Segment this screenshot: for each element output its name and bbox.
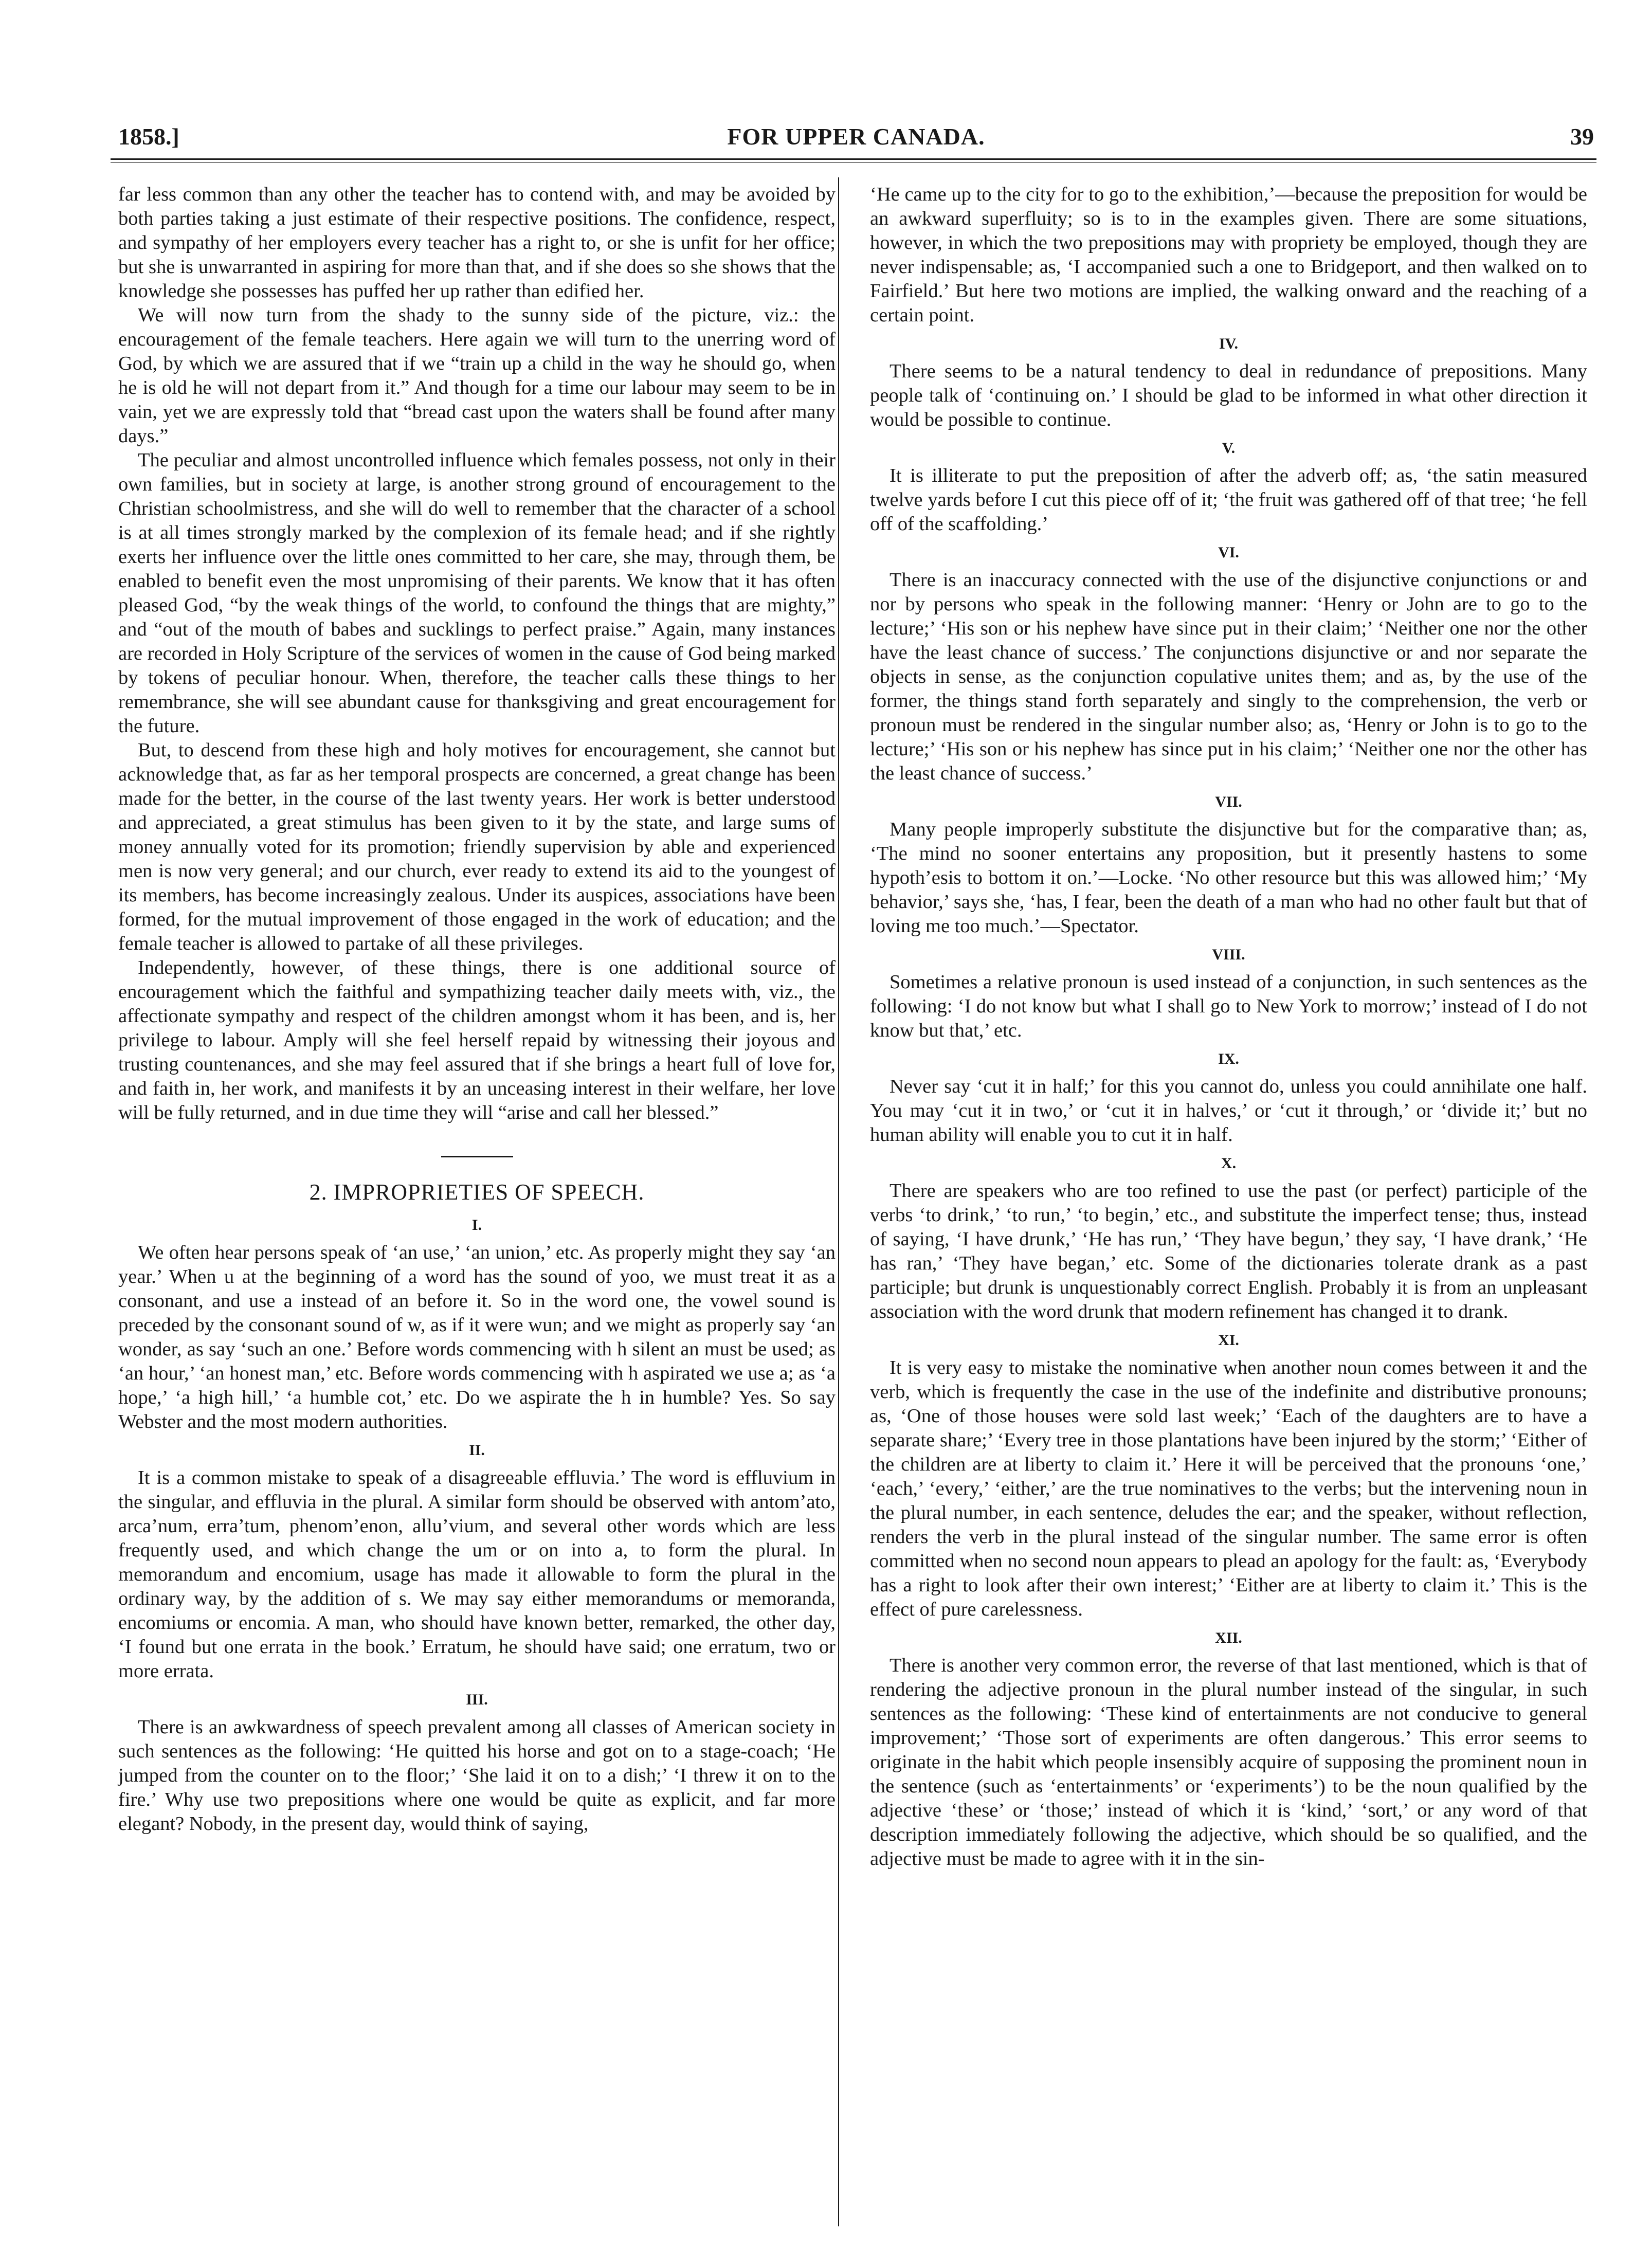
item-number: II. [469,1442,485,1459]
column-divider [838,177,839,2226]
item-text: Sometimes a relative pronoun is used instead of a conjunction, in such sentences as the following: ‘I do not know but what I shall go to New York to morrow;’ instead of I do not know but that,’ etc. [870,971,1587,1041]
section-heading: 2. IMPROPRIETIES OF SPEECH. [309,1180,645,1205]
left-column [118,183,836,1836]
item-number: V. [1222,440,1236,457]
item-number: VI. [1218,544,1239,561]
item-text: It is illiterate to put the preposition of after the adverb off; as, ‘the satin measured twelve yards before I cut this piece off of it; ‘the fruit was gathered off of that tree; ‘he fell off of the scaffolding.’ [870,465,1587,535]
item-text: There is an inaccuracy connected with the use of the disjunctive conjunctions or and nor by persons who speak in the following manner: ‘Henry or John are to go to the lecture;’ ‘His son or his nephew have since put in their claim;’ ‘Neither one nor the other have the least chance of success.’ The conjunctions disjunctive or and nor separate the objects in sense, as the conjunction copulative unites them; and as, by the use of the former, the things stand forth separately and singly to the comprehension, the verb or pronoun must be rendered in the singular number also; as, ‘Henry or John is to go to the lecture;’ ‘His son or his nephew has since put in his claim;’ ‘Neither one nor the other has the least chance of success.’ [870,569,1587,784]
paragraph: The peculiar and almost uncontrolled influence which females possess, not only in their own families, but in society at large, is another strong ground of encouragement to the Christian schoolmistress, and she will do well to remember that the character of a school is at all times strongly marked by the complexion of its female head; and if she rightly exerts her influence over the little ones committed to her care, she may, through them, be enabled to benefit even the most unpromising of their parents. We know that it has often pleased God, “by the weak things of the world, to confound the things that are mighty,” and “out of the mouth of babes and sucklings to perfect praise.” Again, many instances are recorded in Holy Scripture of the services of women in the cause of God being marked by tokens of peculiar honour. When, therefore, the teacher calls these things to her remembrance, she will see abundant cause for thanksgiving and great encouragement for the future. [118,449,836,737]
header-rule-thin [111,162,1596,163]
header-year: 1858.] [118,123,179,150]
paragraph: We will now turn from the shady to the sunny side of the picture, viz.: the encouragement of the female teachers. Here again we will turn to the unerring word of God, by which we are assured that if we “train up a child in the way he should go, when he is old he will not depart from it.” And though for a time our labour may seem to be in vain, yet we are expressly told that “bread cast upon the waters shall be found after many days.” [118,304,836,447]
item-number: III. [466,1691,488,1708]
running-header [118,116,1594,157]
item-number: I. [471,1217,482,1233]
item-text: Many people improperly substitute the disjunctive but for the comparative than; as, ‘The mind no sooner entertains any proposition, but it presently hastens to some hypoth’esis to bottom it on.’—Locke. ‘No other resource but this was allowed him;’ ‘My behavior,’ says she, ‘has, I fear, been the death of a man who had no other fault but that of loving me too much.’—Spectator. [870,819,1587,937]
item-text: There are speakers who are too refined to use the past (or perfect) participle of the verbs ‘to drink,’ ‘to run,’ ‘to begin,’ etc., and substitute the imperfect tense; thus, instead of saying, ‘I have drunk,’ ‘He has run,’ ‘They have begun,’ they say, ‘I have drank,’ ‘He has ran,’ ‘They have began,’ etc. Some of the dictionaries tolerate drank as a past participle; but drunk is unquestionably correct English. Probably it is from an unpleasant association with the word drunk that modern refinement has changed it to drank. [870,1180,1587,1322]
item-text: There is an awkwardness of speech prevalent among all classes of American society in such sentences as the following: ‘He quitted his horse and got on to a stage-coach; ‘He jumped from the counter on to the floor;’ ‘She laid it on to a dish;’ ‘I threw it on to the fire.’ Why use two prepositions where one would be quite as explicit, and far more elegant? Nobody, in the present day, would think of saying, [118,1716,836,1835]
item-text: We often hear persons speak of ‘an use,’ ‘an union,’ etc. As properly might they say ‘an year.’ When u at the beginning of a word has the sound of yoo, we must treat it as a consonant, and use a instead of an before it. So in the word one, the vowel sound is preceded by the consonant sound of w, as if it were wun; and we might as properly say ‘an wonder, as say ‘such an one.’ Before words commencing with h silent an must be used; as ‘an hour,’ ‘an honest man,’ etc. Before words commencing with h aspirated we use a; as ‘a hope,’ ‘a high hill,’ ‘a humble cot,’ etc. Do we aspirate the h in humble? Yes. So say Webster and the most modern authorities. [118,1242,836,1432]
item-text: Never say ‘cut it in half;’ for this you cannot do, unless you could annihilate one half. You may ‘cut it in two,’ or ‘cut it in halves,’ or ‘cut it through,’ or ‘divide it;’ but no human ability will enable you to cut it in half. [870,1076,1587,1146]
right-column [870,183,1587,1871]
item-text: There seems to be a natural tendency to deal in redundance of prepositions. Many people talk of ‘continuing on.’ I should be glad to be informed in what other direction it would be possible to continue. [870,360,1587,430]
item-number: VII. [1215,793,1242,810]
item-text: It is very easy to mistake the nominative when another noun comes between it and the verb, which is frequently the case in the use of the indefinite and distributive pronouns; as, ‘One of those houses were sold last week;’ ‘Each of the daughters are to have a separate share;’ ‘Every tree in those plantations have been injured by the storm;’ ‘Either of the children are at liberty to claim it.’ Here it will be perceived that the pronouns ‘one,’ ‘each,’ ‘every,’ ‘either,’ are the true nominatives to the verbs; but the intervening noun in the plural number, in each sentence, deludes the ear; and the speaker, without reflection, renders the verb in the plural instead of the singular number. The same error is often committed when no second noun appears to plead an apology for the fault: as, ‘Everybody has a right to look after their own interest;’ ‘Either are at liberty to claim it.’ This is the effect of pure carelessness. [870,1357,1587,1620]
header-title: FOR UPPER CANADA. [727,123,985,150]
item-number: IX. [1218,1050,1239,1067]
item-number: XI. [1218,1332,1239,1349]
paragraph: But, to descend from these high and holy motives for encouragement, she cannot but acknowledge that, as far as her temporal prospects are concerned, a great change has been made for the better, in the course of the last twenty years. Her work is better understood and appreciated, a great stimulus has been given to it by the state, and large sums of money annually voted for its promotion; friendly supervision by able and experienced men is now very general; and our church, ever ready to extend its aid to the youngest of its members, has become increasingly zealous. Under its auspices, associations have been formed, for the mutual improvement of those engaged in the work of education; and the female teacher is allowed to partake of all these privileges. [118,739,836,954]
paragraph: Independently, however, of these things, there is one additional source of encouragement which the faithful and sympathizing teacher daily meets with, viz., the affectionate sympathy and respect of the children amongst whom it has been, and is, her privilege to labour. Amply will she feel herself repaid by witnessing their joyous and trusting countenances, and she may feel assured that if she brings a heart full of love for, and faith in, her work, and manifests it by an unceasing interest in their welfare, her love will be fully returned, and in due time they will “arise and call her blessed.” [118,957,836,1123]
item-number: VIII. [1212,946,1245,963]
section-divider [441,1156,513,1157]
item-number: XII. [1215,1629,1242,1646]
item-text: It is a common mistake to speak of a disagreeable effluvia.’ The word is effluvium in the singular, and effluvia in the plural. A similar form should be observed with antom’ato, arca’num, erra’tum, phenom’enon, allu’vium, and several other words which are less frequently used, and which change the um or on into a, to form the plural. In memorandum and encomium, usage has made it allowable to form the plural in the ordinary way, by the addition of s. We may say either memorandums or memoranda, encomiums or encomia. A man, who should have known better, remarked, the other day, ‘I found but one errata in the book.’ Erratum, he should have said; one erratum, two or more errata. [118,1467,836,1682]
paragraph: far less common than any other the teacher has to contend with, and may be avoided by both parties taking a just estimate of their respective positions. The confidence, respect, and sympathy of her employers every teacher has a right to, or she is unfit for her office; but she is unwarranted in aspiring for more than that, and if she does so she shows that the knowledge she possesses has puffed her up rather than edified her. [118,184,836,302]
item-text: There is another very common error, the reverse of that last mentioned, which is that of rendering the adjective pronoun in the plural number instead of the singular, in such sentences as the following: ‘These kind of entertainments are not conducive to general improvement;’ ‘Those sort of experiments are often dangerous.’ This error seems to originate in the habit which people insensibly acquire of supposing the prominent noun in the sentence (such as ‘entertainments’ or ‘experiments’) to be the noun qualified by the adjective ‘these’ or ‘those;’ instead of which it is ‘kind,’ ‘sort,’ or any word of that description immediately following the adjective, which should be so qualified, and the adjective must be made to agree with it in the sin- [870,1655,1587,1870]
item-text: ‘He came up to the city for to go to the exhibition,’—because the preposition for would be an awkward superfluity; so is to in the examples given. There are some situations, however, in which the two prepositions may with propriety be employed, though they are never indispensable; as, ‘I accompanied such a one to Bridgeport, and then walked on to Fairfield.’ But here two motions are implied, the walking onward and the reaching of a certain point. [870,184,1587,326]
item-number: X. [1221,1155,1237,1172]
header-rule [111,158,1596,160]
item-number: IV. [1219,335,1238,352]
page-number: 39 [1570,123,1594,150]
